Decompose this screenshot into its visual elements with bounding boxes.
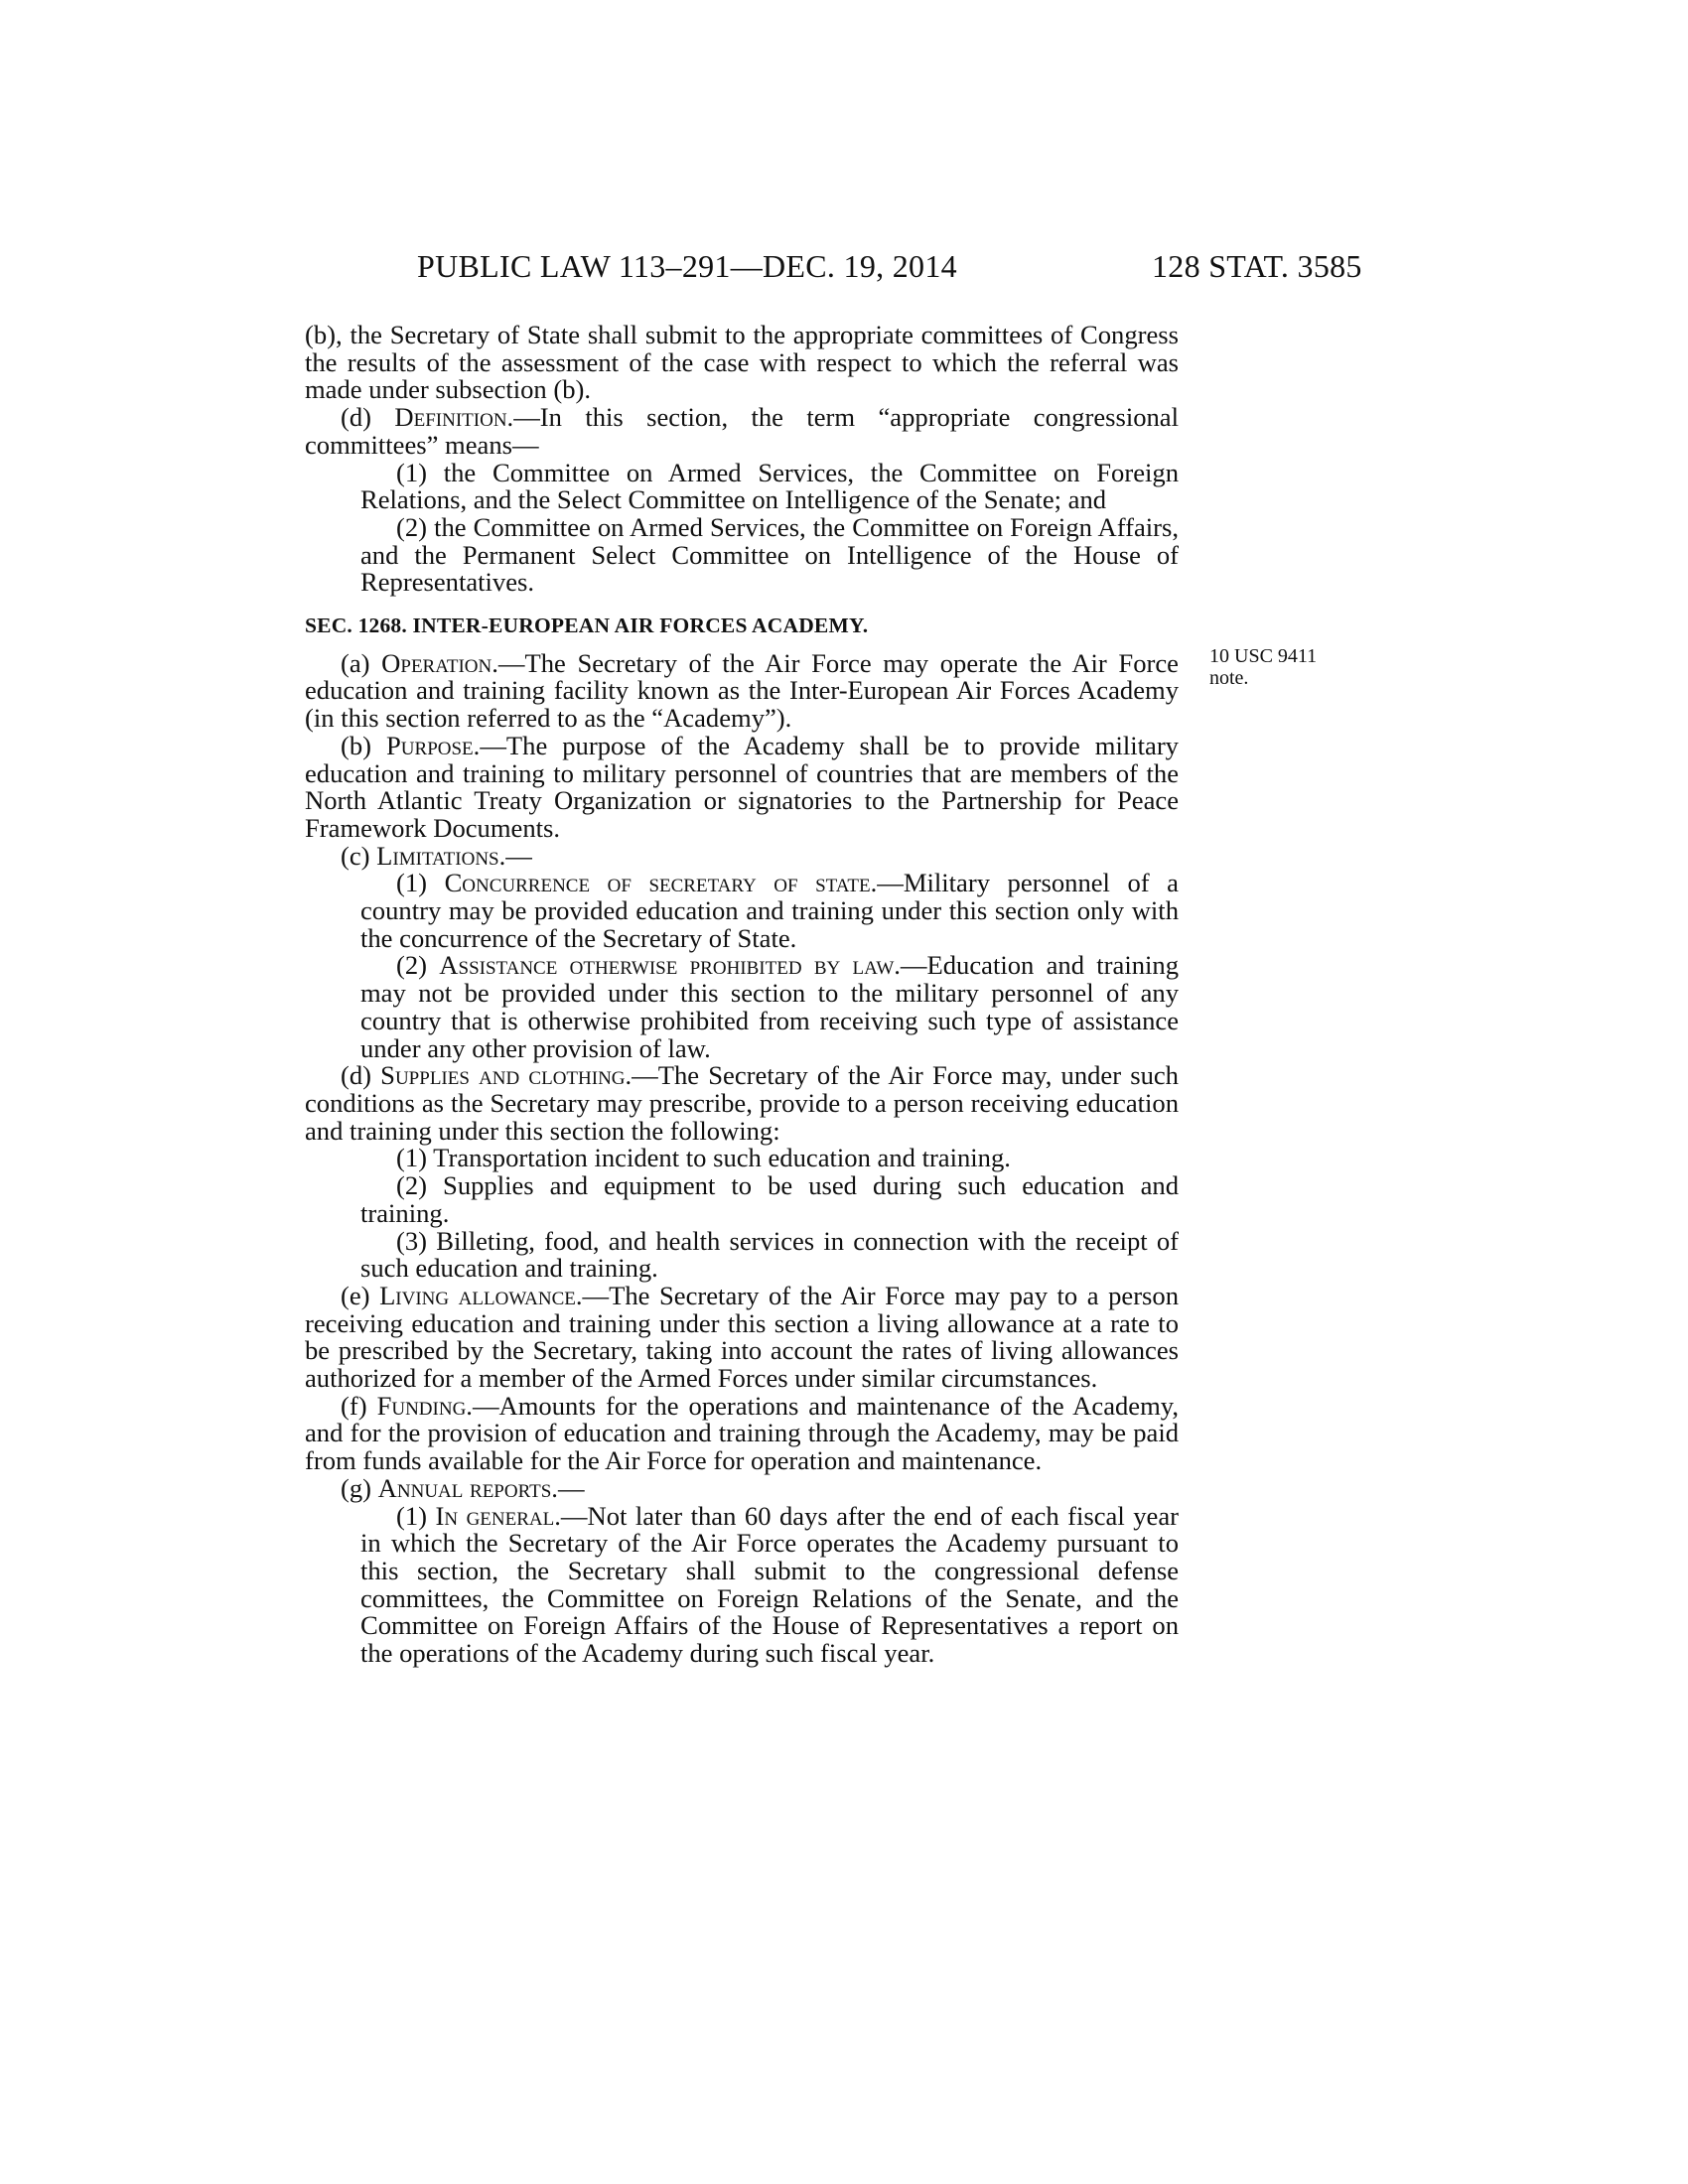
heading-supplies: Supplies and clothing — [380, 1060, 626, 1091]
heading-concurrence: Concurrence of secretary of state — [444, 868, 871, 898]
page-header-stat-ref: 128 STAT. 3585 — [1152, 248, 1362, 284]
text-concurrence: .—Military personnel of a country may be provided education and training under this section only with the concurrence of the Secretary of State. — [360, 868, 1179, 953]
paragraph-definition-1: (1) the Committee on Armed Services, the Committee on Foreign Relations, and the Select Committee on Intelligence of the Senate; and — [360, 457, 1179, 515]
heading-in-general: In general — [435, 1500, 555, 1531]
paragraph-assistance-prohibited — [305, 952, 1179, 1062]
text-assistance-prohibited: .—Education and training may not be provided under this section to the military personnel of any country that is otherwise prohibited from receiving such type of assistance under any other provision of law. — [360, 950, 1180, 1063]
text-supplies: .—The Secretary of the Air Force may, under such conditions as the Secretary may prescribe, provide to a person receiving education and training under this section the following: — [305, 1060, 1179, 1146]
section-heading: SEC. 1268. INTER-EUROPEAN AIR FORCES ACADEMY. — [305, 614, 869, 638]
paragraph-in-general — [305, 1500, 1179, 1669]
heading-annual-reports: Annual reports — [377, 1472, 552, 1503]
paragraph-limitations — [305, 840, 1179, 871]
heading-assistance-prohibited: Assistance otherwise prohibited by law — [439, 950, 895, 981]
heading-operation: Operation — [381, 647, 492, 678]
text-definition: .—In this section, the term “appropriate congressional committees” means— — [305, 402, 1179, 460]
paragraph-supplies-2: (2) Supplies and equipment to be used during such education and training. — [360, 1170, 1179, 1228]
margin-note-note: note. — [1209, 667, 1249, 689]
margin-note — [1209, 645, 1317, 689]
margin-note-usc: 10 USC 9411 — [1209, 645, 1318, 667]
label-e: (e) — [341, 1280, 380, 1310]
heading-purpose: Purpose — [386, 730, 474, 760]
heading-limitations: Limitations — [376, 840, 499, 871]
label-b: (b) — [341, 730, 387, 760]
label-g: (g) — [341, 1472, 378, 1503]
label-sd: (d) — [341, 1060, 381, 1091]
text-annual-reports: .— — [551, 1472, 585, 1503]
paragraph-supplies-3: (3) Billeting, food, and health services in connection with the receipt of such education and training. — [360, 1225, 1179, 1284]
paragraph-supplies — [305, 1062, 1179, 1145]
page-header-title: PUBLIC LAW 113–291—DEC. 19, 2014 — [417, 248, 957, 284]
text-limitations: .— — [498, 840, 532, 871]
text-in-general: .—Not later than 60 days after the end of each fiscal year in which the Secretary of the Air Force operates the Academy pursuant to this section, the Secretary shall submit to the congressional defense committees, the Committee on Foreign Relations of the Senate, and the Committee on Foreign Affairs of the House of Representatives a report on the operations of the Academy during such fiscal year. — [360, 1500, 1179, 1669]
text-purpose: .—The purpose of the Academy shall be to provide military education and training to military personnel of countries that are members of the North Atlantic Treaty Organization or signatories to the Partnership for Peace Framework Documents. — [305, 730, 1179, 843]
label-d: (d) — [341, 402, 395, 433]
paragraph-definition-2: (2) the Committee on Armed Services, the Committee on Foreign Affairs, and the Permanent Select Committee on Intelligence of the House of Representatives. — [360, 511, 1179, 598]
paragraph-purpose — [305, 730, 1179, 843]
label-a: (a) — [341, 647, 382, 678]
heading-definition: Definition — [394, 402, 507, 433]
heading-living-allowance: Living allowance — [379, 1280, 576, 1310]
label-c1: (1) — [396, 868, 445, 898]
text-living-allowance: .—The Secretary of the Air Force may pay to a person receiving education and training under this section a living allowance at a rate to be prescribed by the Secretary, taking into account the rates of living allowances authorized for a member of the Armed Forces under similar circumstances. — [305, 1280, 1179, 1394]
label-f: (f) — [341, 1390, 377, 1421]
paragraph-operation — [305, 647, 1179, 734]
text-funding: .—Amounts for the operations and maintenance of the Academy, and for the provision of education and training through the Academy, may be paid from funds available for the Air Force for operation and maintenance. — [305, 1390, 1180, 1476]
label-g1: (1) — [396, 1500, 436, 1531]
heading-funding: Funding — [376, 1390, 467, 1421]
label-c2: (2) — [396, 950, 440, 981]
document-body — [305, 322, 1179, 1668]
paragraph-supplies-1: (1) Transportation incident to such education and training. — [396, 1143, 1011, 1173]
paragraph-funding — [305, 1390, 1180, 1476]
paragraph-annual-reports — [305, 1472, 1179, 1503]
label-c: (c) — [341, 840, 377, 871]
text-operation: .—The Secretary of the Air Force may operate the Air Force education and training facility known as the Inter-European Air Forces Academy (in this section referred to as the “Academy”). — [305, 647, 1179, 734]
paragraph-definition — [305, 404, 1179, 459]
paragraph-living-allowance — [305, 1280, 1179, 1394]
paragraph-concurrence — [305, 870, 1179, 952]
paragraph-continuation: (b), the Secretary of State shall submit to the appropriate committees of Congress the results of the assessment of the case with respect to which the referral was made under subsection (b). — [305, 320, 1179, 405]
